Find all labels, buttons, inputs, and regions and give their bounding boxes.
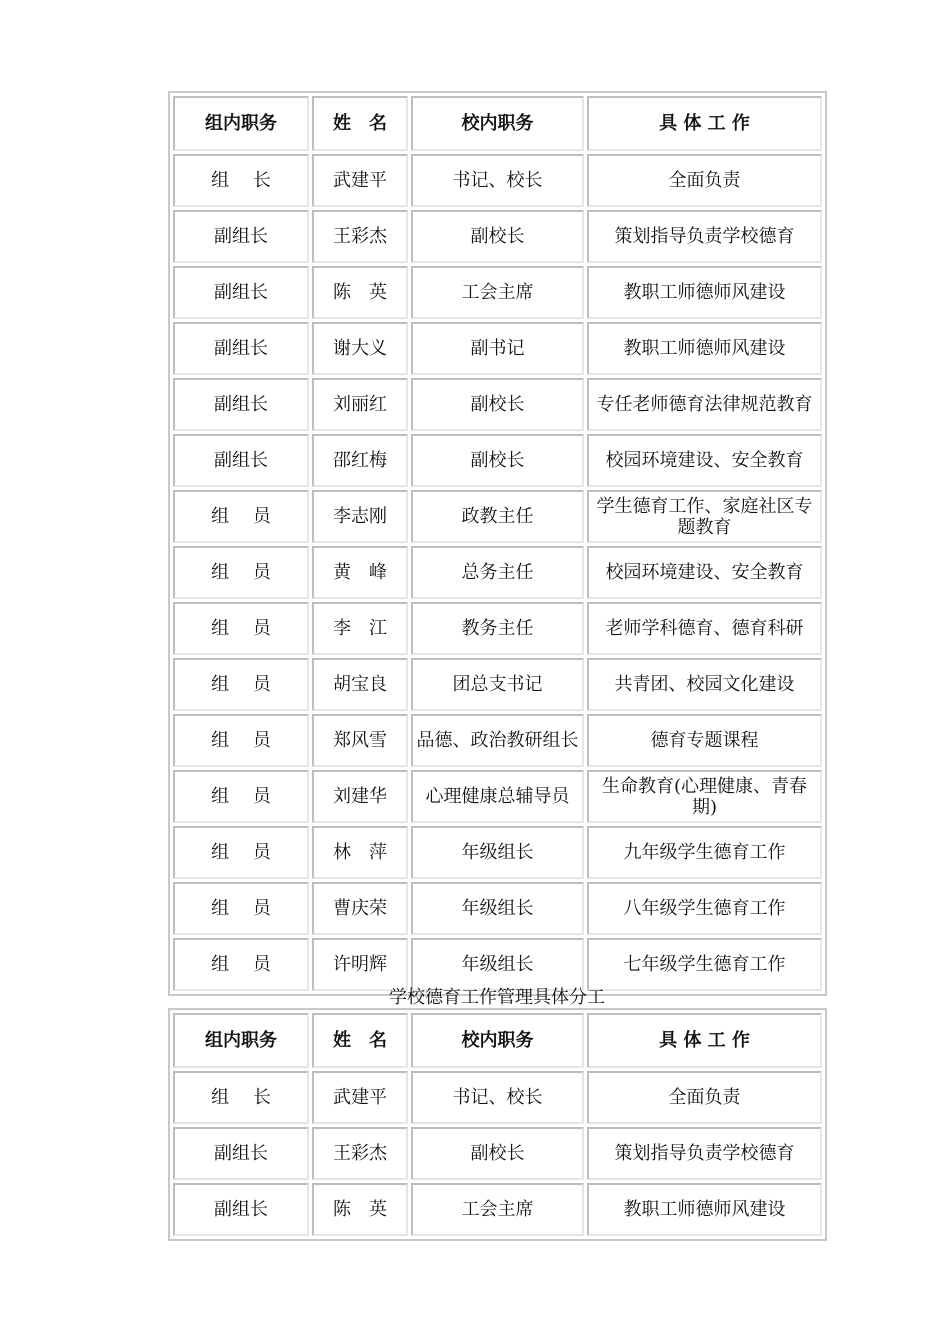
cell-school-role: 团总支书记 [411, 658, 584, 711]
cell-duties: 校园环境建设、安全教育 [587, 434, 822, 487]
cell-school-role: 副校长 [411, 434, 584, 487]
cell-duties: 学生德育工作、家庭社区专题教育 [587, 490, 822, 543]
table-row [173, 714, 822, 767]
header-group-role: 组内职务 [173, 1013, 309, 1068]
table-row [173, 938, 822, 991]
cell-school-role: 教务主任 [411, 602, 584, 655]
cell-school-role: 年级组长 [411, 938, 584, 991]
cell-duties: 七年级学生德育工作 [587, 938, 822, 991]
cell-group-role: 副组长 [173, 1183, 309, 1236]
table-row [173, 602, 822, 655]
cell-duties: 教职工师德师风建设 [587, 322, 822, 375]
cell-name: 刘建华 [312, 770, 408, 823]
staff-duty-table-1 [168, 91, 827, 996]
cell-duties: 老师学科德育、德育科研 [587, 602, 822, 655]
cell-group-role: 组 员 [173, 546, 309, 599]
cell-group-role: 组 员 [173, 658, 309, 711]
cell-name: 王彩杰 [312, 210, 408, 263]
cell-school-role: 年级组长 [411, 882, 584, 935]
cell-school-role: 书记、校长 [411, 1071, 584, 1124]
header-name: 姓 名 [312, 1013, 408, 1068]
table-row [173, 490, 822, 543]
header-duties: 具 体 工 作 [587, 96, 822, 151]
cell-school-role: 品德、政治教研组长 [411, 714, 584, 767]
cell-school-role: 年级组长 [411, 826, 584, 879]
cell-name: 黄 峰 [312, 546, 408, 599]
cell-duties: 全面负责 [587, 1071, 822, 1124]
cell-duties: 八年级学生德育工作 [587, 882, 822, 935]
cell-name: 郑风雪 [312, 714, 408, 767]
table-row [173, 322, 822, 375]
header-school-role: 校内职务 [411, 96, 584, 151]
cell-group-role: 副组长 [173, 378, 309, 431]
cell-group-role: 组 长 [173, 154, 309, 207]
cell-group-role: 副组长 [173, 322, 309, 375]
cell-name: 林 萍 [312, 826, 408, 879]
cell-school-role: 政教主任 [411, 490, 584, 543]
cell-name: 李 江 [312, 602, 408, 655]
cell-school-role: 副校长 [411, 210, 584, 263]
cell-duties: 策划指导负责学校德育 [587, 1127, 822, 1180]
cell-duties: 共青团、校园文化建设 [587, 658, 822, 711]
cell-name: 李志刚 [312, 490, 408, 543]
table-row [173, 770, 822, 823]
staff-duty-table-2 [168, 1008, 827, 1241]
cell-name: 武建平 [312, 154, 408, 207]
cell-group-role: 组 员 [173, 826, 309, 879]
cell-group-role: 组 员 [173, 882, 309, 935]
table-row [173, 658, 822, 711]
cell-school-role: 书记、校长 [411, 154, 584, 207]
cell-name: 谢大义 [312, 322, 408, 375]
cell-name: 王彩杰 [312, 1127, 408, 1180]
cell-group-role: 副组长 [173, 434, 309, 487]
table-body [173, 154, 822, 991]
cell-name: 武建平 [312, 1071, 408, 1124]
cell-duties: 生命教育(心理健康、青春期) [587, 770, 822, 823]
cell-duties: 教职工师德师风建设 [587, 266, 822, 319]
cell-name: 许明辉 [312, 938, 408, 991]
cell-school-role: 工会主席 [411, 1183, 584, 1236]
header-group-role: 组内职务 [173, 96, 309, 151]
cell-name: 胡宝良 [312, 658, 408, 711]
cell-name: 曹庆荣 [312, 882, 408, 935]
cell-group-role: 组 员 [173, 770, 309, 823]
cell-group-role: 组 员 [173, 602, 309, 655]
table-row [173, 882, 822, 935]
cell-school-role: 副校长 [411, 1127, 584, 1180]
table-row [173, 546, 822, 599]
header-name: 姓 名 [312, 96, 408, 151]
cell-name: 陈 英 [312, 1183, 408, 1236]
cell-group-role: 组 员 [173, 490, 309, 543]
cell-group-role: 组 长 [173, 1071, 309, 1124]
table-header-row [173, 96, 822, 151]
cell-duties: 教职工师德师风建设 [587, 1183, 822, 1236]
table-body [173, 1071, 822, 1236]
table-row [173, 154, 822, 207]
table-caption: 学校德育工作管理具体分工 [389, 987, 605, 1008]
cell-name: 陈 英 [312, 266, 408, 319]
table-row [173, 434, 822, 487]
table-row [173, 266, 822, 319]
cell-school-role: 副书记 [411, 322, 584, 375]
cell-school-role: 工会主席 [411, 266, 584, 319]
cell-group-role: 组 员 [173, 938, 309, 991]
table-row [173, 1071, 822, 1124]
header-duties: 具 体 工 作 [587, 1013, 822, 1068]
table-row [173, 1127, 822, 1180]
table-row [173, 378, 822, 431]
cell-group-role: 组 员 [173, 714, 309, 767]
table-row [173, 210, 822, 263]
cell-duties: 策划指导负责学校德育 [587, 210, 822, 263]
cell-school-role: 心理健康总辅导员 [411, 770, 584, 823]
cell-school-role: 总务主任 [411, 546, 584, 599]
cell-duties: 校园环境建设、安全教育 [587, 546, 822, 599]
cell-duties: 专任老师德育法律规范教育 [587, 378, 822, 431]
header-school-role: 校内职务 [411, 1013, 584, 1068]
cell-name: 刘丽红 [312, 378, 408, 431]
cell-duties: 全面负责 [587, 154, 822, 207]
cell-duties: 九年级学生德育工作 [587, 826, 822, 879]
cell-school-role: 副校长 [411, 378, 584, 431]
cell-group-role: 副组长 [173, 1127, 309, 1180]
table-row [173, 826, 822, 879]
table-header-row [173, 1013, 822, 1068]
cell-duties: 德育专题课程 [587, 714, 822, 767]
cell-name: 邵红梅 [312, 434, 408, 487]
cell-group-role: 副组长 [173, 210, 309, 263]
cell-group-role: 副组长 [173, 266, 309, 319]
table-row [173, 1183, 822, 1236]
